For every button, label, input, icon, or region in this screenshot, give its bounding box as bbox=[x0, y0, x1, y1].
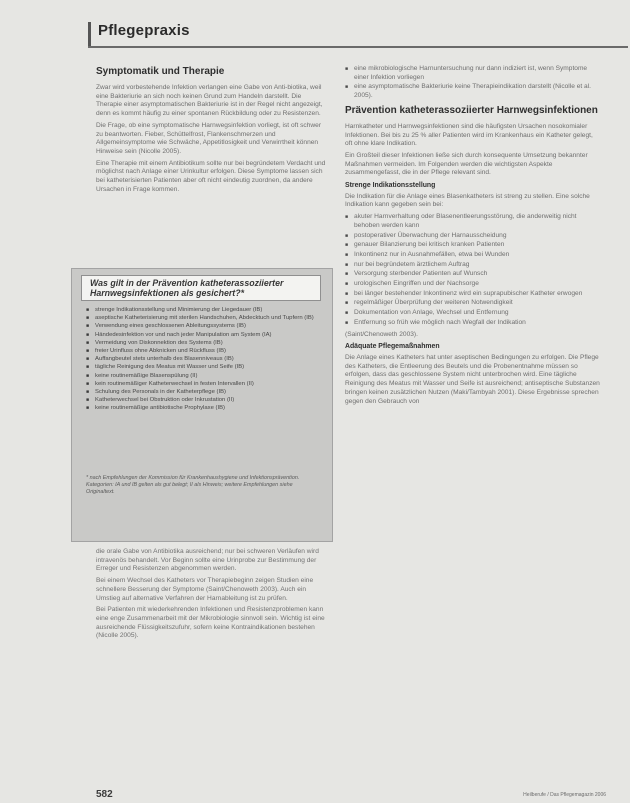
paragraph: Die Frage, ob eine symptomatische Harnwegsinfektion vorliegt, ist oft schwer zu beantworten. Fieber, Schüttelfrost, Flankenschmerzen und Allgemeinsymptome wie Schwäche, Appetitlosigkeit und Verwirrtheit können Hinweise sein (Nicolle 2005). bbox=[96, 121, 322, 155]
subheading-pflegemassnahmen: Adäquate Pflegemaßnahmen bbox=[345, 343, 440, 351]
list-item: ■ akuter Harnverhaltung oder Blasenentleerungsstörung, die anderweitig nicht behoben werden kann bbox=[345, 213, 601, 230]
list-item: ■ tägliche Reinigung des Meatus mit Wasser und Seife (IB) bbox=[86, 364, 322, 371]
list-item: ■ Auffangbeutel stets unterhalb des Blasenniveaus (IB) bbox=[86, 356, 322, 363]
paragraph: Eine Therapie mit einem Antibiotikum sollte nur bei begründetem Verdacht und möglichst nach Anlage einer Urinkultur erfolgen. Diese Symptome lassen sich bei katheterisierten Patienten aber oft nicht eindeutig zuordnen, da andere Ursachen in Frage kommen. bbox=[96, 159, 326, 193]
list-item: ■ Katheterwechsel bei Obstruktion oder Inkrustation (II) bbox=[86, 397, 322, 404]
page-footer bbox=[96, 789, 606, 801]
list-item: ■ regelmäßiger Überprüfung der weiteren Notwendigkeit bbox=[345, 299, 601, 308]
paragraph: die orale Gabe von Antibiotika ausreichend; nur bei schweren Verläufen wird intravenös behandelt. Vor Beginn sollte eine Urinprobe zur Bestimmung der Erreger und Resistenzen abgenommen werden. bbox=[96, 548, 319, 573]
right-column bbox=[345, 65, 601, 409]
list-item: ■ Verwendung eines geschlossenen Ableitungssystems (IB) bbox=[86, 323, 322, 330]
list-item: ■ genauer Bilanzierung bei kritisch kranken Patienten bbox=[345, 241, 601, 250]
journal-name: Heilberufe / Das Pflegemagazin 2006 bbox=[523, 792, 606, 798]
heading-praevention: Prävention katheterassoziierter Harnwegsinfektionen bbox=[345, 104, 598, 116]
list-item: ■ Entfernung so früh wie möglich nach Wegfall der Indikation bbox=[345, 319, 601, 328]
header-accent-bar bbox=[88, 22, 91, 46]
list-item: ■ Vermeidung von Diskonnektion des Systems (IB) bbox=[86, 340, 322, 347]
list-item: ■ bei länger bestehender Inkontinenz wird ein suprapubischer Katheter erwogen bbox=[345, 290, 601, 299]
list-item: ■ Dokumentation von Anlage, Wechsel und Entfernung bbox=[345, 309, 601, 318]
top-list bbox=[345, 65, 601, 101]
paragraph: Bei Patienten mit wiederkehrenden Infektionen und Resistenzproblemen kann eine enge Zusammenarbeit mit der Mikrobiologie sinnvoll sein. Wichtig ist eine ausreichende Flüssigkeitszufuhr, sofern keine Kontraindikationen bestehen (Nicolle 2005). bbox=[96, 606, 325, 640]
info-box-footnote: * nach Empfehlungen der Kommission für Krankenhaushygiene und Infektionsprävention. Kategorien: IA und IB gelten als gut belegt; II als Hinweis; weitere Empfehlungen siehe Originaltext. bbox=[86, 475, 300, 495]
info-box-title: Was gilt in der Prävention katheterassoziierter Harnwegsinfektionen als gesichert?* bbox=[90, 278, 284, 298]
list-item: ■ strenge Indikationsstellung und Minimierung der Liegedauer (IB) bbox=[86, 307, 322, 314]
paragraph: Harnkatheter und Harnwegsinfektionen sind die häufigsten Ursachen nosokomialer Infektionen. Bei bis zu 25 % aller Patienten wird im Krankenhaus ein Katheter gelegt, oft ohne klare Indikation. bbox=[345, 122, 593, 148]
left-column bbox=[96, 65, 328, 197]
list-item: ■ Versorgung sterbender Patienten auf Wunsch bbox=[345, 270, 601, 279]
list-item: ■ Händedesinfektion vor und nach jeder Manipulation am System (IA) bbox=[86, 332, 322, 339]
section-header bbox=[88, 20, 628, 48]
paragraph: Die Indikation für die Anlage eines Blasenkatheters ist streng zu stellen. Eine solche Indikation kann gegeben sein bei: bbox=[345, 192, 590, 209]
subheading-indikation: Strenge Indikationsstellung bbox=[345, 182, 436, 190]
left-column-lower bbox=[96, 548, 328, 644]
paragraph: Bei einem Wechsel des Katheters vor Therapiebeginn zeigen Studien eine schnellere Besserung der Symptome (Saint/Chenoweth 2003). Auch ein Umstieg auf alternative Verfahren der Harnableitung ist zu prüfen. bbox=[96, 577, 314, 602]
info-box bbox=[71, 268, 333, 542]
list-item: ■ kein routinemäßiger Katheterwechsel in festen Intervallen (II) bbox=[86, 381, 322, 388]
section-title: Pflegepraxis bbox=[98, 22, 190, 39]
page-number: 582 bbox=[96, 789, 113, 800]
list-item: ■ Schulung des Personals in der Katheterpflege (IB) bbox=[86, 389, 322, 396]
list-item: ■ nur bei begründetem ärztlichem Auftrag bbox=[345, 261, 601, 270]
list-item: ■ postoperativer Überwachung der Harnausscheidung bbox=[345, 232, 601, 241]
info-box-header bbox=[81, 275, 321, 301]
paragraph: Ein Großteil dieser Infektionen ließe sich durch konsequente Umsetzung bekannter Maßnahmen vermeiden. Im Folgenden werden die wichtigsten Aspekte zusammengefasst, die in der Pflege relevant sind. bbox=[345, 151, 588, 177]
list-item: ■ Inkontinenz nur in Ausnahmefällen, etwa bei Wunden bbox=[345, 251, 601, 260]
list-item: ■ freier Urinfluss ohne Abknicken und Rückfluss (IB) bbox=[86, 348, 322, 355]
list-item: ■ urologischen Eingriffen und der Nachsorge bbox=[345, 280, 601, 289]
list-item: ■ keine routinemäßige Blasenspülung (II) bbox=[86, 373, 322, 380]
heading-symptomatik: Symptomatik und Therapie bbox=[96, 66, 225, 77]
list-item: ■ eine mikrobiologische Harnuntersuchung nur dann indiziert ist, wenn Symptome einer Infektion vorliegen bbox=[345, 65, 601, 82]
citation: (Saint/Chenoweth 2003). bbox=[345, 330, 418, 338]
paragraph: Zwar wird vorbestehende Infektion verlangen eine Gabe von Anti-biotika, weil eine Bakteriurie an sich noch keinen Grund zum Handeln darstellt. Die Therapie einer asymptomatischen Bakteriurie ist in der Regel nicht angezeigt, denn es kommt häufig zu einer spontanen Rückbildung oder zu Resistenzen. bbox=[96, 84, 323, 118]
paragraph: Die Anlage eines Katheters hat unter aseptischen Bedingungen zu erfolgen. Die Pflege des Katheters, die Entleerung des Beutels und die Probenentnahme müssen so erfolgen, dass das geschlossene System nicht unterbrochen wird. Eine tägliche Reinigung des Meatus mit Wasser und Seife ist ausreichend; antiseptische Substanzen bringen keinen zusätzlichen Nutzen (Maki/Tambyah 2001). Diese Ergebnisse sprechen gegen den Gebrauch von bbox=[345, 353, 600, 405]
list-item: ■ aseptische Katheterisierung mit sterilen Handschuhen, Abdecktuch und Tupfern (IB) bbox=[86, 315, 322, 322]
list-item: ■ keine routinemäßige antibiotische Prophylaxe (IB) bbox=[86, 405, 322, 412]
indication-list bbox=[345, 213, 601, 327]
list-item: ■ eine asymptomatische Bakteriurie keine Therapieindikation darstellt (Nicolle et al. 2005). bbox=[345, 83, 601, 100]
info-box-list bbox=[86, 307, 322, 414]
